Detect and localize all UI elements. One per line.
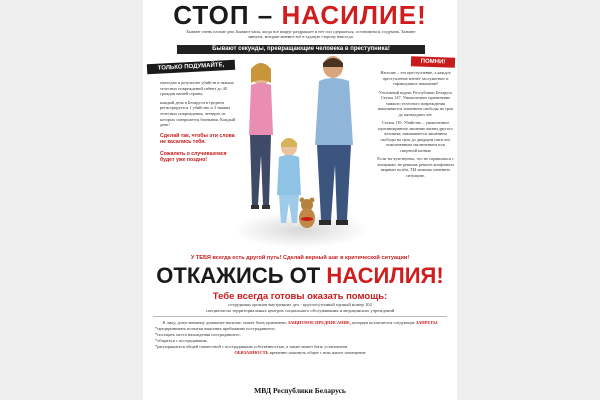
title-word-2: НАСИЛИЕ! <box>281 0 427 30</box>
law-obligation-red: ОБЯЗАННОСТЬ <box>234 350 269 355</box>
help-line-social: специалисты территориальных центров социального обслуживания и медицинских учреждений <box>205 308 395 313</box>
prohibition-item: *предпринимать попытки выяснять пребывание пострадавшего; <box>155 326 276 331</box>
prohibition-item: *общаться с пострадавшим; <box>155 338 208 343</box>
title-word-1: СТОП – <box>173 0 274 30</box>
big-slogan <box>143 262 457 290</box>
left-paragraph-2: каждый день в Беларуси в среднем регистрируется 1 убийство и 3 тяжких телесных повреждения, четверть из которых совершается близкими. Каждый день! <box>160 99 236 128</box>
man-figure <box>315 56 353 225</box>
right-column <box>377 70 454 181</box>
footer-ministry: МВД Республики Беларусь <box>254 386 346 395</box>
slogan: У ТЕБЯ всегда есть другой путь! Сделай верный шаг в критической ситуации! <box>190 255 410 261</box>
intro-text: Бывают очень плохие дни. Бывают часы, когда всё вокруг раздражает и нет сил сдержаться, остановиться, подумать. Бывают минуты, которые меняют всё в худшую сторону навсегда. <box>186 29 416 40</box>
remember-label: ПОМНИ! <box>411 56 455 68</box>
woman-figure <box>249 63 273 209</box>
help-title: Тебе всегда готовы оказать помощь: <box>212 291 388 302</box>
right-paragraph-3: Статья 139. Убийство – умышленное противоправное лишение жизни другого человека, наказывается лишением свободы на срок до двадцати пяти лет, пожизненным заключением или смертной казнью <box>378 120 453 153</box>
right-paragraph-1: Насилие – это преступление, а каждое преступление влечёт заслуженное и справедливое наказание! <box>380 70 451 86</box>
law-intro-red: ЗАЩИТНОЕ ПРЕДПИСАНИЕ, <box>287 320 351 325</box>
teddy-bear <box>299 198 315 229</box>
prohibition-list <box>151 326 449 350</box>
prohibition-item: *распоряжаться общей совместной с пострадавшим собственностью, а также может быть установлена <box>155 344 348 349</box>
banner: Бывают секунды, превращающие человека в преступника! <box>177 45 425 54</box>
left-red-text-2: Сожалеть о случившемся будет уже поздно! <box>160 150 227 163</box>
poster <box>143 0 457 400</box>
law-intro <box>151 320 449 326</box>
law-intro-red-2: ЗАПРЕТЫ <box>415 320 438 325</box>
prohibition-item: *посещать места нахождения пострадавшего; <box>155 332 241 337</box>
family-photo <box>231 55 371 255</box>
left-column <box>160 80 238 166</box>
divider <box>153 316 447 317</box>
law-intro-part-1: К лицу, допустившему домашнее насилие, может быть применено <box>162 320 287 325</box>
left-paragraph-1: ежегодно в результате убийств и тяжких телесных повреждений гибнет до 40 граждан нашей страны, <box>160 80 234 97</box>
right-paragraph-4: Если ты чувствуешь, что не справишься с эмоциями, не решишь решить конфликты мирным путём, ТЫ можешь изменить ситуацию. <box>377 156 454 178</box>
law-obligation-tail: временно покинуть общее с ним жилое помещение <box>269 350 366 355</box>
big-slogan-part-2: НАСИЛИЯ! <box>326 263 444 288</box>
protective-order-text <box>151 320 449 356</box>
poster-title <box>143 1 457 29</box>
right-paragraph-2: Уголовный кодекс Республики Беларусь Статья 147. Умышленное причинение тяжкого телесного повреждения наказывается лишением свободы на срок до пятнадцати лет. <box>377 89 454 117</box>
big-slogan-part-1: ОТКАЖИСЬ ОТ <box>156 263 321 288</box>
law-intro-part-2: которым возлагаются следующие <box>352 320 415 325</box>
think-label: ТОЛЬКО ПОДУМАЙТЕ, <box>147 60 235 75</box>
help-lines <box>149 302 451 314</box>
law-obligation <box>151 350 449 356</box>
left-red-text-1: Сделай так, чтобы эти слова не касались тебя. <box>160 132 235 146</box>
help-line-police: сотрудники органов внутренних дел - круглосуточный единый номер 102 <box>228 302 372 307</box>
